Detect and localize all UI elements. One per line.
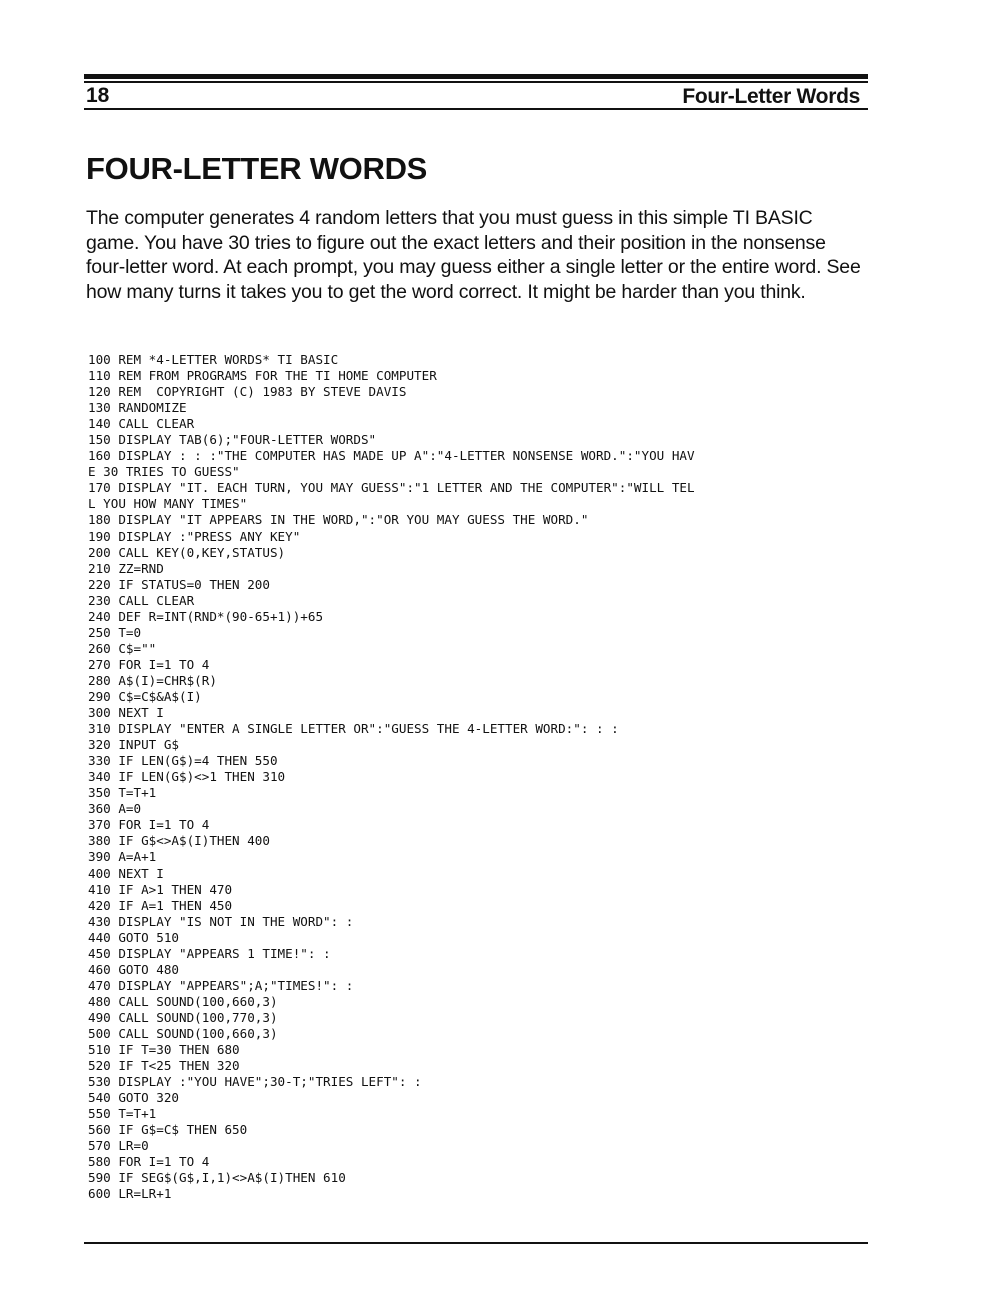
code-line: 520 IF T<25 THEN 320: [88, 1058, 240, 1074]
code-line: 410 IF A>1 THEN 470: [88, 881, 233, 897]
code-line: 370 FOR I=1 TO 4: [88, 817, 210, 833]
code-line: 500 CALL SOUND(100,660,3): [88, 1025, 278, 1041]
code-line: E 30 TRIES TO GUESS": [88, 464, 240, 480]
code-line: 120 REM COPYRIGHT (C) 1983 BY STEVE DAVIS: [88, 384, 407, 400]
footer-rule: [84, 1242, 868, 1244]
code-line: 490 CALL SOUND(100,770,3): [88, 1009, 278, 1025]
code-line: 360 A=0: [88, 801, 142, 817]
code-line: 560 IF G$=C$ THEN 650: [88, 1122, 248, 1138]
header-underline: [84, 108, 868, 110]
code-line: 470 DISPLAY "APPEARS";A;"TIMES!": :: [88, 977, 354, 993]
page-number: 18: [86, 84, 110, 107]
code-line: 390 A=A+1: [88, 849, 157, 865]
code-line: 140 CALL CLEAR: [88, 416, 195, 432]
code-line: 180 DISPLAY "IT APPEARS IN THE WORD,":"OR YOU MAY GUESS THE WORD.": [88, 512, 589, 528]
code-line: 430 DISPLAY "IS NOT IN THE WORD": :: [88, 913, 354, 929]
code-line: L YOU HOW MANY TIMES": [88, 496, 248, 512]
code-line: 280 A$(I)=CHR$(R): [88, 672, 217, 688]
code-line: 190 DISPLAY :"PRESS ANY KEY": [88, 528, 301, 544]
code-line: 450 DISPLAY "APPEARS 1 TIME!": :: [88, 945, 331, 961]
intro-paragraph: The computer generates 4 random letters that you must guess in this simple TI BASIC game. You have 30 tries to figure out the exact letters and their position in the nonsense four-letter word. At each prompt, you may guess either a single letter or the entire word. See how many turns it takes you to get the word correct. It might be harder than you think.: [86, 207, 861, 303]
code-line: 570 LR=0: [88, 1138, 149, 1154]
code-line: 580 FOR I=1 TO 4: [88, 1154, 210, 1170]
code-line: 590 IF SEG$(G$,I,1)<>A$(I)THEN 610: [88, 1170, 346, 1186]
code-line: 400 NEXT I: [88, 865, 164, 881]
code-line: 220 IF STATUS=0 THEN 200: [88, 576, 270, 592]
code-line: 340 IF LEN(G$)<>1 THEN 310: [88, 769, 286, 785]
code-line: 290 C$=C$&A$(I): [88, 688, 202, 704]
code-line: 160 DISPLAY : : :"THE COMPUTER HAS MADE UP A":"4-LETTER NONSENSE WORD.":"YOU HAV: [88, 448, 695, 464]
code-line: 420 IF A=1 THEN 450: [88, 897, 233, 913]
code-line: 460 GOTO 480: [88, 961, 179, 977]
header-rule-thick: [84, 74, 868, 79]
code-line: 600 LR=LR+1: [88, 1186, 172, 1202]
code-line: 270 FOR I=1 TO 4: [88, 656, 210, 672]
program-listing: [88, 352, 868, 1202]
code-line: 100 REM *4-LETTER WORDS* TI BASIC: [88, 352, 339, 367]
code-line: 330 IF LEN(G$)=4 THEN 550: [88, 753, 278, 769]
code-line: 170 DISPLAY "IT. EACH TURN, YOU MAY GUESS":"1 LETTER AND THE COMPUTER":"WILL TEL: [88, 480, 695, 496]
code-line: 130 RANDOMIZE: [88, 400, 187, 416]
code-line: 240 DEF R=INT(RND*(90-65+1))+65: [88, 608, 324, 624]
code-line: 320 INPUT G$: [88, 737, 179, 753]
code-line: 480 CALL SOUND(100,660,3): [88, 993, 278, 1009]
header-rule-thin: [84, 81, 868, 83]
code-line: 260 C$="": [88, 640, 157, 656]
code-line: 440 GOTO 510: [88, 929, 179, 945]
code-line: 510 IF T=30 THEN 680: [88, 1042, 240, 1058]
code-line: 250 T=0: [88, 624, 142, 640]
chapter-title: FOUR-LETTER WORDS: [86, 151, 428, 186]
code-line: 300 NEXT I: [88, 705, 164, 721]
code-line: 380 IF G$<>A$(I)THEN 400: [88, 833, 270, 849]
code-line: 530 DISPLAY :"YOU HAVE";30-T;"TRIES LEFT": :: [88, 1074, 422, 1090]
code-line: 550 T=T+1: [88, 1106, 157, 1122]
code-line: 350 T=T+1: [88, 785, 157, 801]
code-line: 210 ZZ=RND: [88, 560, 164, 576]
code-line: 150 DISPLAY TAB(6);"FOUR-LETTER WORDS": [88, 432, 377, 448]
code-line: 540 GOTO 320: [88, 1090, 179, 1106]
code-line: 310 DISPLAY "ENTER A SINGLE LETTER OR":"GUESS THE 4-LETTER WORD:": : :: [88, 721, 619, 737]
code-line: 230 CALL CLEAR: [88, 592, 195, 608]
running-title: Four-Letter Words: [682, 85, 860, 108]
code-line: 200 CALL KEY(0,KEY,STATUS): [88, 544, 286, 560]
code-line: 110 REM FROM PROGRAMS FOR THE TI HOME COMPUTER: [88, 368, 437, 384]
